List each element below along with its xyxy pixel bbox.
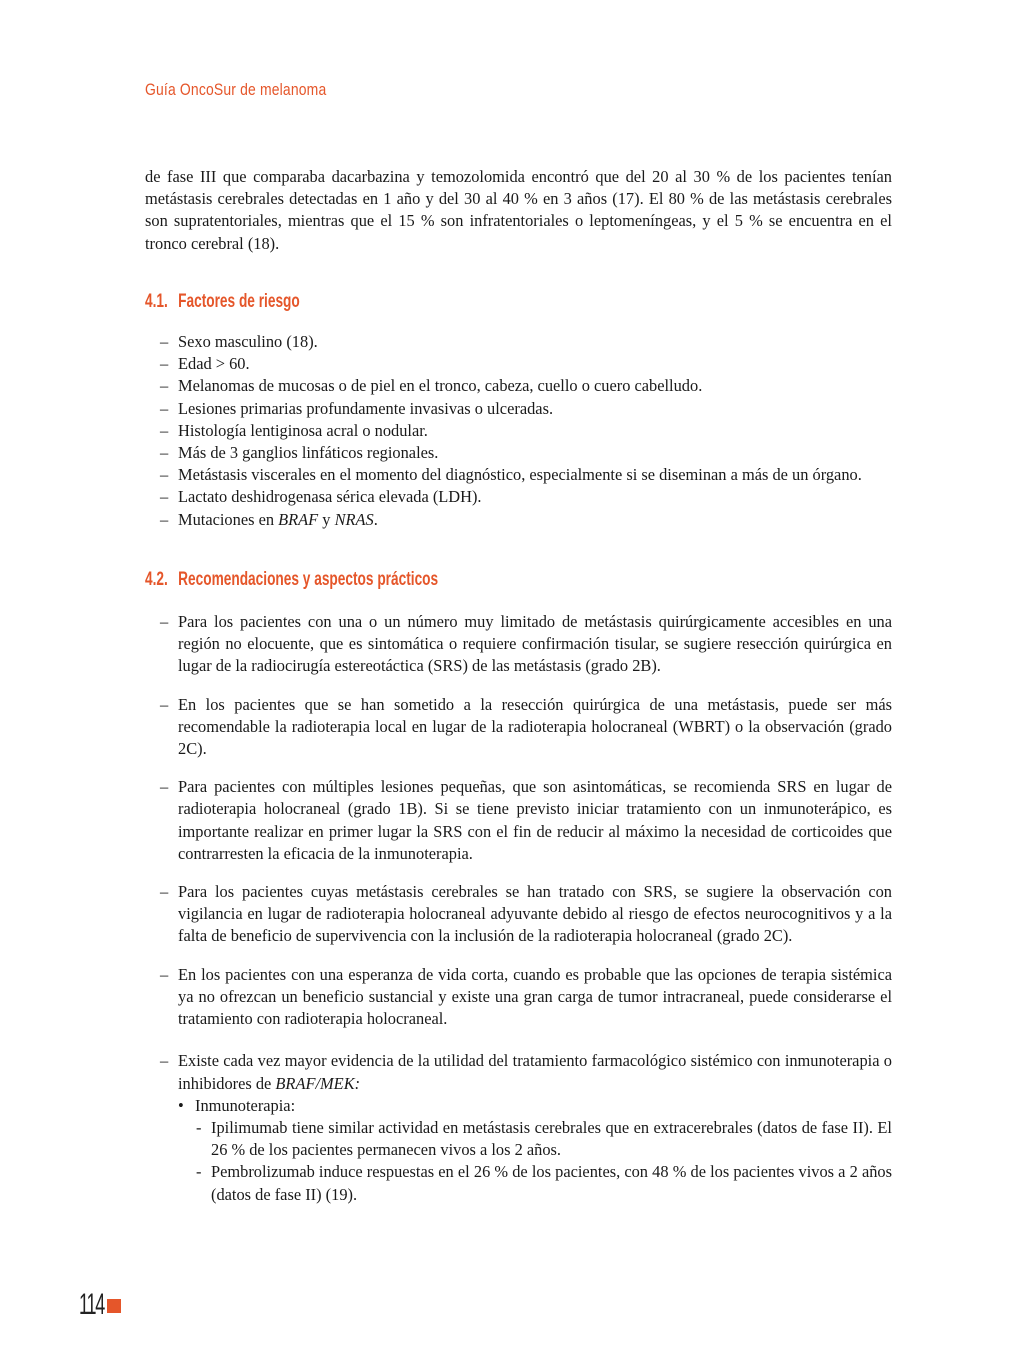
dash-marker: –	[160, 882, 169, 902]
list-item	[145, 486, 892, 508]
dash-marker: –	[160, 376, 169, 396]
dash-marker: –	[160, 487, 169, 507]
dash-marker: –	[160, 1051, 169, 1071]
list-item	[145, 353, 892, 375]
sub-list-item	[178, 1117, 892, 1161]
hyphen-marker: -	[196, 1117, 202, 1137]
dash-marker: –	[160, 694, 169, 714]
list-item-text: Edad > 60.	[178, 354, 250, 374]
list-item-text-prefix: Mutaciones en	[178, 509, 279, 529]
list-item-text: Lesiones primarias profundamente invasivas o ulceradas.	[178, 398, 554, 418]
list-item-text: En los pacientes que se han sometido a la resección quirúrgica de una metástasis, puede ser más recomendable la radioterapia local en lugar de la radioterapia holocraneal (WBRT) o la observación (grado 2C).	[178, 694, 892, 759]
dash-marker: –	[160, 777, 169, 797]
gene-name: NRAS	[334, 509, 374, 529]
risk-factor-list	[145, 331, 892, 531]
list-item	[145, 509, 892, 531]
dash-marker: –	[160, 332, 169, 352]
list-item	[145, 464, 892, 486]
list-item	[145, 694, 892, 761]
list-item	[145, 420, 892, 442]
bullet-marker: •	[178, 1095, 184, 1115]
list-item	[145, 964, 892, 1031]
list-item-text: Melanomas de mucosas o de piel en el tronco, cabeza, cuello o cuero cabelludo.	[178, 376, 703, 396]
list-item-text-suffix: .	[373, 509, 378, 529]
sub-heading-text: Inmunoterapia:	[195, 1095, 296, 1115]
list-item-text: Sexo masculino (18).	[178, 332, 318, 352]
page-number: 114	[79, 1288, 105, 1321]
recommendation-list	[145, 611, 892, 1206]
gene-name: BRAF	[278, 509, 319, 529]
section-title: Recomendaciones y aspectos prácticos	[178, 568, 439, 590]
section-number: 4.2.	[145, 568, 168, 590]
list-item	[145, 331, 892, 353]
page-number-square-marker	[107, 1299, 121, 1313]
hyphen-marker: -	[196, 1162, 202, 1182]
list-item-text: Para los pacientes cuyas metástasis cerebrales se han tratado con SRS, se sugiere la observación con vigilancia en lugar de radioterapia holocraneal adyuvante debido al riesgo de efectos neurocognitivos y a la falta de beneficio de supervivencia con la inclusión de la radioterapia holocraneal (grado 2C).	[178, 882, 892, 946]
gene-name: BRAF/MEK:	[275, 1073, 361, 1093]
list-item	[145, 881, 892, 948]
list-item-text-mid: y	[318, 509, 335, 529]
list-item-text: En los pacientes con una esperanza de vida corta, cuando es probable que las opciones de terapia sistémica ya no ofrezcan un beneficio sustancial y existe una gran carga de tumor intracraneal, puede considerarse el tratamiento con radioterapia holocraneal.	[178, 964, 892, 1029]
dash-marker: –	[160, 398, 169, 418]
dash-marker: –	[160, 465, 169, 485]
list-item-text: Para los pacientes con una o un número muy limitado de metástasis quirúrgicamente accesibles en una región no elocuente, que es sintomática o requiere confirmación tisular, se sugiere resección quirúrgica en lugar de la radiocirugía estereotáctica (SRS) de las metástasis (grado 2B).	[178, 612, 892, 676]
dash-marker: –	[160, 964, 169, 984]
sub-item-text: Ipilimumab tiene similar actividad en metástasis cerebrales que en extracerebrales (datos de fase II). El 26 % de los pacientes permanecen vivos a los 2 años.	[211, 1117, 892, 1160]
dash-marker: –	[160, 354, 169, 374]
section-heading-recommendations	[145, 569, 683, 591]
list-item	[145, 442, 892, 464]
running-header: Guía OncoSur de melanoma	[145, 80, 327, 99]
list-item-text: Para pacientes con múltiples lesiones pequeñas, que son asintomáticas, se recomienda SRS en lugar de radioterapia holocraneal (grado 1B). Si se tiene previsto iniciar tratamiento con un inmunoterápico, es importante realizar en primer lugar la SRS con el fin de reducir al máximo la necesidad de corticoides que contrarresten la eficacia de la inmunoterapia.	[178, 777, 892, 863]
sub-item-text: Pembrolizumab induce respuestas en el 26 % de los pacientes, con 48 % de los pacientes vivos a 2 años (datos de fase II) (19).	[211, 1162, 892, 1204]
sub-list-heading	[178, 1095, 892, 1117]
list-item-text-prefix: Existe cada vez mayor evidencia de la utilidad del tratamiento farmacológico sistémico con inmunoterapia o inhibidores de	[178, 1051, 892, 1093]
section-number: 4.1.	[145, 290, 168, 312]
intro-paragraph: de fase III que comparaba dacarbazina y temozolomida encontró que del 20 al 30 % de los pacientes tenían metástasis cerebrales detectadas en 1 año y del 30 al 40 % en 3 años (17). El 80 % de las metástasis cerebrales son supratentoriales, mientras que el 15 % son infratentoriales o leptomeníngeas, y el 5 % se encuentra en el tronco cerebral (18).	[145, 167, 892, 253]
list-item	[145, 776, 892, 865]
list-item	[145, 611, 892, 678]
page-content	[145, 166, 892, 1206]
list-item	[145, 1050, 892, 1205]
section-title: Factores de riesgo	[178, 290, 300, 312]
list-item-text	[178, 1050, 892, 1094]
list-item	[145, 398, 892, 420]
sub-list-item	[178, 1161, 892, 1205]
dash-marker: –	[160, 612, 169, 632]
dash-marker: –	[160, 420, 169, 440]
list-item	[145, 375, 892, 397]
dash-marker: –	[160, 443, 169, 463]
dash-marker: –	[160, 509, 169, 529]
section-heading-risk-factors	[145, 291, 683, 313]
list-item-text: Más de 3 ganglios linfáticos regionales.	[178, 443, 439, 463]
list-item-text: Lactato deshidrogenasa sérica elevada (LDH).	[178, 487, 482, 507]
list-item-text: Histología lentiginosa acral o nodular.	[178, 420, 428, 440]
list-item-text: Metástasis viscerales en el momento del diagnóstico, especialmente si se diseminan a más de un órgano.	[178, 465, 862, 485]
